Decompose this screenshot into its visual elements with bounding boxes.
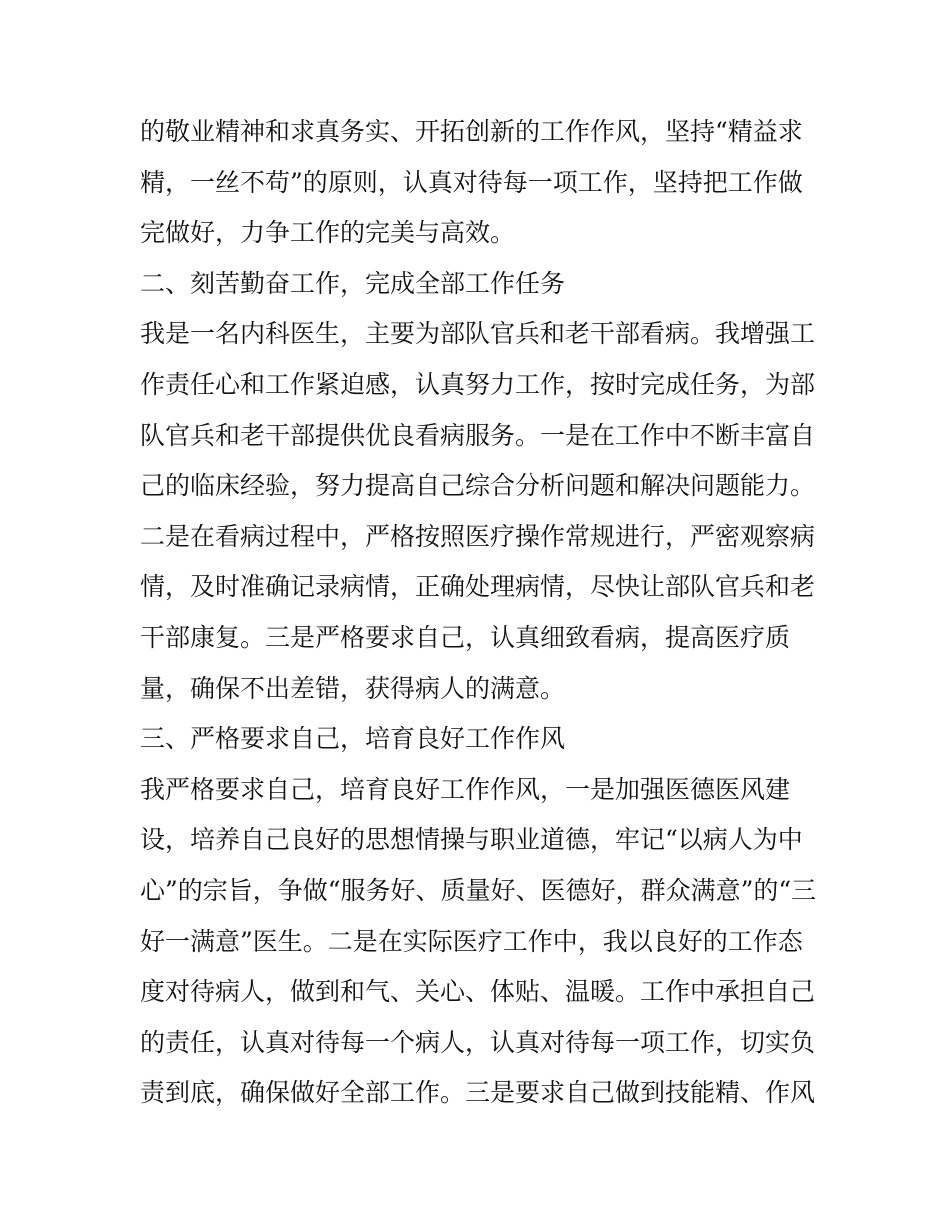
text-line: 心”的宗旨，争做“服务好、质量好、医德好，群众满意”的“三	[140, 875, 817, 905]
text-line: 度对待病人，做到和气、关心、体贴、温暖。工作中承担自己	[140, 977, 816, 1007]
text-line: 队官兵和老干部提供优良看病服务。一是在工作中不断丰富自	[140, 420, 816, 450]
text-line: 我严格要求自己，培育良好工作作风，一是加强医德医风建	[140, 774, 791, 804]
text-line: 精，一丝不苟”的原则，认真对待每一项工作，坚持把工作做	[140, 167, 803, 197]
section-heading: 三、严格要求自己，培育良好工作作风	[140, 724, 566, 754]
text-line: 己的临床经验，努力提高自己综合分析问题和解决问题能力。	[140, 471, 816, 501]
section-heading: 二、刻苦勤奋工作，完成全部工作任务	[140, 268, 566, 298]
document-body	[140, 107, 820, 1119]
text-line: 作责任心和工作紧迫感，认真努力工作，按时完成任务，为部	[140, 369, 816, 399]
text-line: 干部康复。三是严格要求自己，认真细致看病，提高医疗质	[140, 622, 791, 652]
text-line: 的责任，认真对待每一个病人，认真对待每一项工作，切实负	[140, 1027, 816, 1057]
text-line: 好一满意”医生。二是在实际医疗工作中，我以良好的工作态	[140, 926, 803, 956]
text-line: 的敬业精神和求真务实、开拓创新的工作作风，坚持“精益求	[140, 117, 803, 146]
text-line: 设，培养自己良好的思想情操与职业道德，牢记“以病人为中	[140, 825, 803, 855]
text-line: 量，确保不出差错，获得病人的满意。	[140, 673, 566, 703]
text-line: 情，及时准确记录病情，正确处理病情，尽快让部队官兵和老	[140, 572, 816, 602]
text-line: 我是一名内科医生，主要为部队官兵和老干部看病。我增强工	[140, 319, 816, 349]
text-line: 二是在看病过程中，严格按照医疗操作常规进行，严密观察病	[140, 521, 816, 551]
text-line: 完做好，力争工作的完美与高效。	[140, 218, 516, 248]
text-line: 责到底，确保做好全部工作。三是要求自己做到技能精、作风	[140, 1078, 816, 1108]
